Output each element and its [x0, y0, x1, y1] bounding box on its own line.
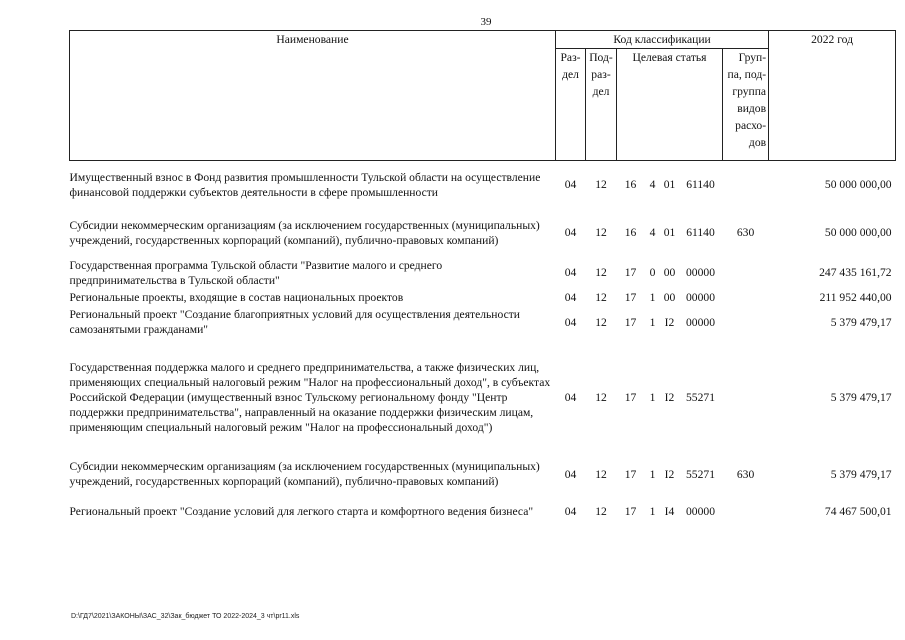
- row-amount: 74 467 500,01: [824, 505, 892, 518]
- row-name: Субсидии некоммерческим организациям (за исключением государственных (муниципальных) учреждений, государственных корпораций (компаний), публично-правовых компаний): [69, 460, 540, 488]
- row-razdel: 04: [564, 226, 577, 239]
- table-row: [70, 209, 896, 257]
- header-podrazdel: Под- раз- дел: [586, 49, 617, 161]
- row-target-event: 00: [663, 266, 676, 279]
- row-podrazdel: 12: [595, 315, 607, 329]
- row-podrazdel: 12: [595, 505, 607, 518]
- row-target-subprogram: 1: [649, 390, 656, 404]
- row-target-program: 17: [624, 505, 637, 518]
- row-target-event: I2: [664, 315, 675, 329]
- row-target-event: I2: [664, 467, 675, 481]
- row-target-subprogram: 1: [649, 290, 656, 304]
- row-target-program: 17: [624, 390, 637, 404]
- row-podrazdel: 12: [595, 178, 607, 192]
- row-target-subprogram: 4: [649, 178, 656, 192]
- row-name: Региональный проект "Создание условий для легкого старта и комфортного ведения бизнеса": [69, 505, 534, 518]
- header-razdel: Раз- дел: [556, 49, 586, 161]
- row-target-event: I4: [664, 505, 675, 518]
- header-expense-type: Груп- па, под- группа видов расхо- дов: [723, 49, 769, 161]
- row-expense-type: [723, 161, 769, 209]
- row-expense-type: [723, 289, 769, 306]
- row-expense-type: 630: [736, 467, 755, 481]
- row-target-program: 17: [624, 315, 637, 329]
- header-year: 2022 год: [769, 31, 896, 161]
- row-name: Региональный проект "Создание благоприятных условий для осуществления деятельности самозанятыми гражданами": [69, 308, 521, 336]
- header-code-classification: Код классификации: [556, 31, 769, 49]
- row-podrazdel: 12: [595, 390, 607, 404]
- row-target-direction: 61140: [686, 226, 715, 239]
- row-podrazdel: 12: [595, 467, 607, 481]
- row-razdel: 04: [564, 390, 577, 404]
- row-target-direction: 00000: [686, 505, 715, 518]
- row-target-direction: 55271: [686, 467, 715, 481]
- row-expense-type: [723, 495, 769, 529]
- file-path: D:\ГД7\2021\ЗАКОНЫ\ЗАС_32\Зак_бюджет ТО 2022-2024_3 чт\pr11.xls: [71, 613, 300, 620]
- header-name: Наименование: [70, 31, 556, 161]
- row-target-direction: 61140: [686, 178, 715, 192]
- row-target-event: I2: [664, 390, 675, 404]
- row-amount: 50 000 000,00: [824, 178, 892, 192]
- row-name: Имущественный взнос в Фонд развития промышленности Тульской области на осуществление финансовой поддержки субъектов деятельности в сфере промышленности: [69, 170, 541, 199]
- row-expense-type: [723, 257, 769, 289]
- row-amount: 5 379 479,17: [830, 315, 892, 329]
- row-target-direction: 00000: [686, 315, 715, 329]
- row-amount: 211 952 440,00: [819, 290, 892, 304]
- row-target-program: 17: [624, 266, 637, 279]
- row-target-event: 00: [663, 290, 676, 304]
- row-amount: 5 379 479,17: [830, 390, 892, 404]
- row-razdel: 04: [564, 467, 577, 481]
- table-body: [70, 161, 896, 529]
- row-razdel: 04: [564, 178, 577, 192]
- row-target-subprogram: 0: [649, 266, 656, 279]
- row-target-direction: 00000: [686, 290, 715, 304]
- row-amount: 247 435 161,72: [819, 266, 892, 279]
- row-podrazdel: 12: [595, 290, 607, 304]
- row-target-subprogram: 1: [649, 467, 656, 481]
- row-target-program: 17: [624, 290, 637, 304]
- row-target-subprogram: 4: [649, 226, 656, 239]
- table-row: [70, 495, 896, 529]
- row-target-program: 16: [624, 226, 637, 239]
- table-row: [70, 306, 896, 339]
- row-target-subprogram: 1: [649, 505, 656, 518]
- row-name: Региональные проекты, входящие в состав национальных проектов: [69, 290, 404, 304]
- row-expense-type: [723, 339, 769, 447]
- row-podrazdel: 12: [595, 226, 607, 239]
- row-razdel: 04: [564, 505, 577, 518]
- row-target-program: 16: [624, 178, 637, 192]
- row-expense-type: [723, 306, 769, 339]
- row-razdel: 04: [564, 315, 577, 329]
- row-target-subprogram: 1: [649, 315, 656, 329]
- table-row: [70, 289, 896, 306]
- row-name: Субсидии некоммерческим организациям (за исключением государственных (муниципальных) учреждений, государственных корпораций (компаний), публично-правовых компаний): [69, 218, 540, 247]
- row-amount: 5 379 479,17: [830, 467, 892, 481]
- row-name: Государственная поддержка малого и среднего предпринимательства, а также физических лиц, применяющих специальный налоговый режим "Налог на профессиональный доход", в субъектах Российской Федерации (имущественный взнос Тульскому региональному фонду "Центр поддержки предпринимательства", направленный на оказание поддержки физическим лицам, применяющим специальный налоговый режим "Налог на профессиональный доход"): [69, 360, 551, 434]
- row-name: Государственная программа Тульской области "Развитие малого и среднего предпринимательства в Тульской области": [69, 258, 443, 287]
- page-number: 39: [480, 16, 492, 28]
- row-expense-type: 630: [736, 226, 755, 239]
- table-row: [70, 257, 896, 289]
- row-amount: 50 000 000,00: [824, 226, 892, 239]
- table-row: [70, 161, 896, 209]
- table-row: [70, 447, 896, 495]
- row-podrazdel: 12: [595, 266, 607, 279]
- row-target-event: 01: [663, 226, 676, 239]
- table-header: [70, 31, 896, 161]
- row-target-direction: 00000: [686, 266, 715, 279]
- row-razdel: 04: [564, 266, 577, 279]
- header-target-article: Целевая статья: [617, 49, 723, 161]
- row-target-program: 17: [624, 467, 637, 481]
- table-row: [70, 339, 896, 447]
- budget-table: [69, 30, 896, 529]
- row-target-event: 01: [663, 178, 676, 192]
- row-target-direction: 55271: [686, 390, 715, 404]
- row-razdel: 04: [564, 290, 577, 304]
